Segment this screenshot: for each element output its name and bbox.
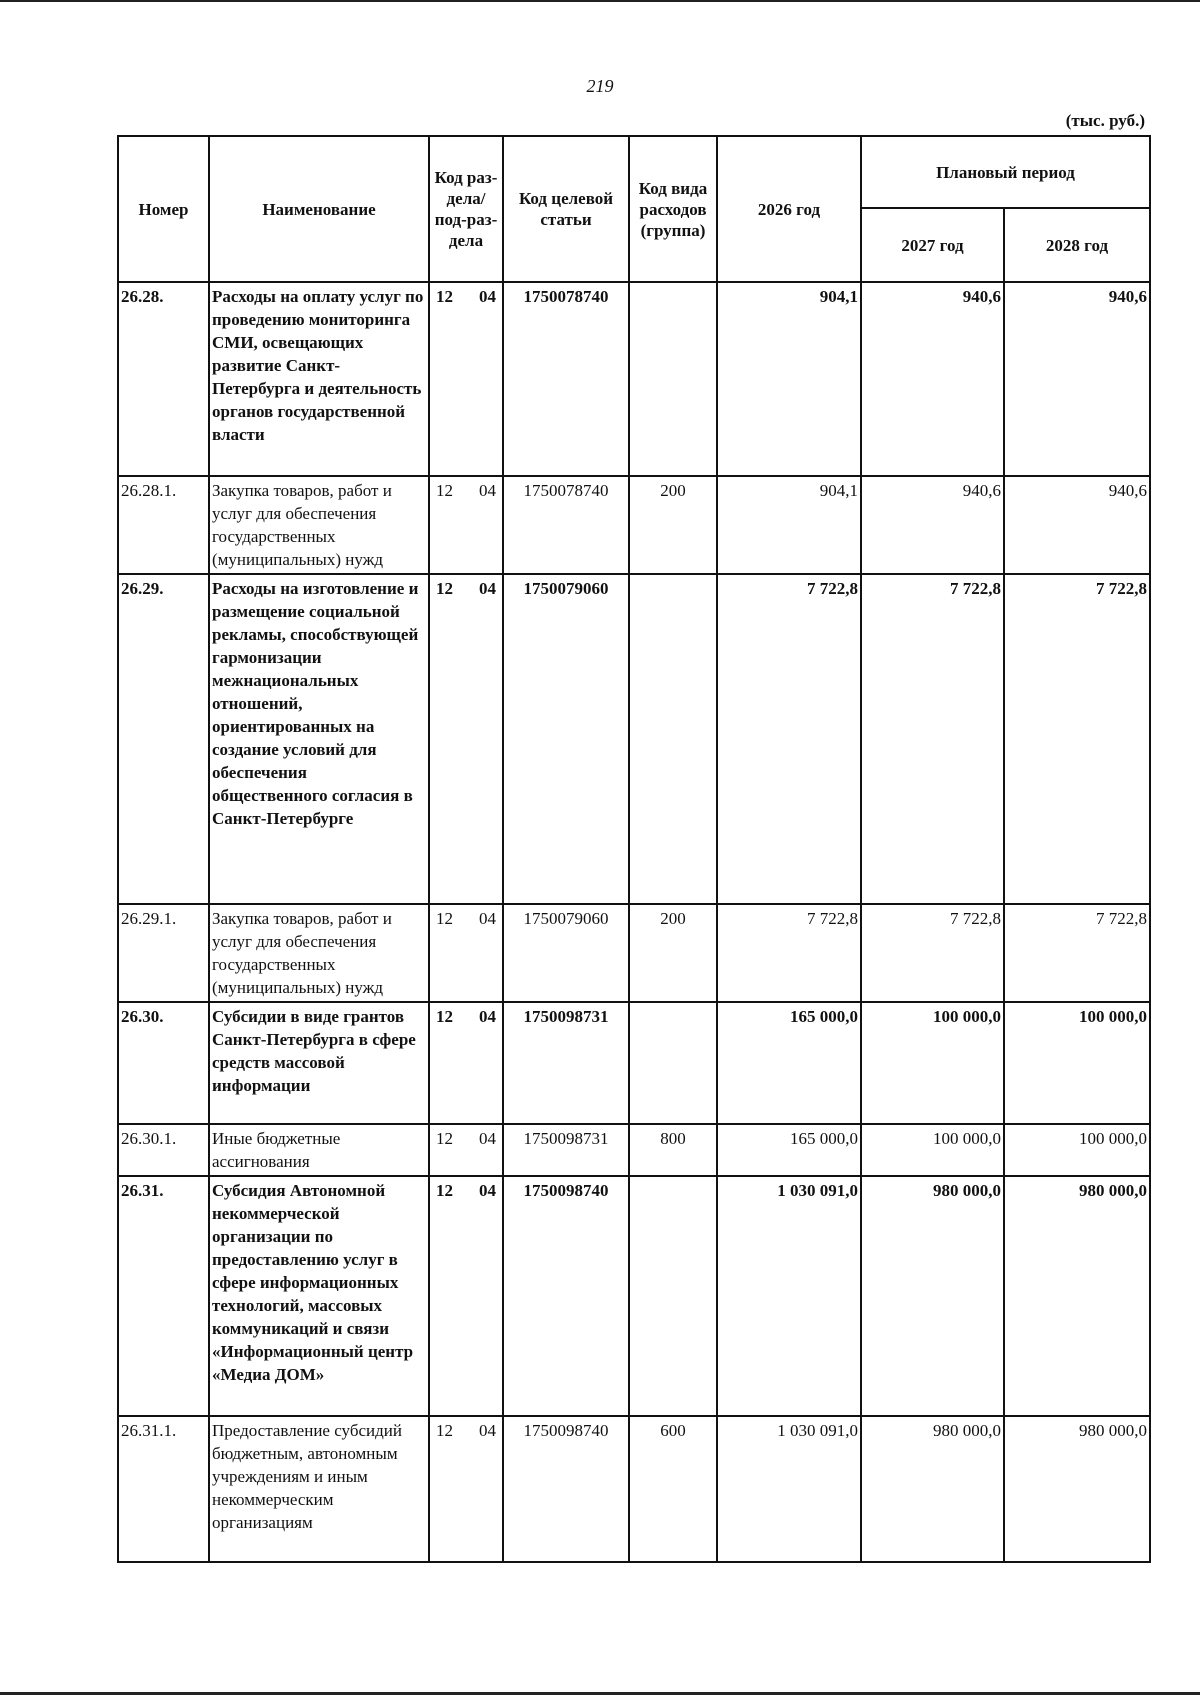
cell-target: 1750079060 [503,904,629,1002]
cell-2028: 7 722,8 [1004,904,1150,1002]
cell-number: 26.29. [118,574,209,904]
cell-2026: 904,1 [717,282,861,476]
cell-2027: 7 722,8 [861,574,1004,904]
cell-expense-type: 800 [629,1124,717,1176]
section-code [432,285,500,308]
cell-number: 26.28. [118,282,209,476]
table-header [118,136,1150,282]
cell-2026: 165 000,0 [717,1124,861,1176]
section-code-main: 12 [436,1181,453,1200]
cell-2027: 940,6 [861,282,1004,476]
cell-number: 26.31.1. [118,1416,209,1562]
cell-target: 1750098740 [503,1416,629,1562]
section-code-main: 12 [436,1129,453,1148]
section-code-main: 12 [436,481,453,500]
cell-expense-type: 200 [629,476,717,574]
cell-2028: 980 000,0 [1004,1416,1150,1562]
section-code-sub: 04 [479,1129,496,1148]
cell-2028: 100 000,0 [1004,1124,1150,1176]
table-row [118,476,1150,574]
cell-name: Закупка товаров, работ и услуг для обеспечения государственных (муниципальных) нужд [209,904,429,1002]
cell-section [429,1002,503,1124]
header-section: Код раз-дела/ под-раз-дела [429,136,503,282]
section-code-sub: 04 [479,1421,496,1440]
cell-2026: 1 030 091,0 [717,1416,861,1562]
section-code-sub: 04 [479,909,496,928]
section-code [432,1005,500,1028]
header-2028: 2028 год [1004,208,1150,282]
cell-section [429,1176,503,1416]
cell-number: 26.29.1. [118,904,209,1002]
cell-section [429,574,503,904]
cell-expense-type: 200 [629,904,717,1002]
table-row [118,1002,1150,1124]
cell-2028: 7 722,8 [1004,574,1150,904]
header-number: Номер [118,136,209,282]
cell-2027: 980 000,0 [861,1416,1004,1562]
cell-2026: 904,1 [717,476,861,574]
cell-section [429,904,503,1002]
cell-expense-type [629,1176,717,1416]
cell-target: 1750078740 [503,282,629,476]
cell-section [429,1124,503,1176]
cell-target: 1750079060 [503,574,629,904]
table-row [118,904,1150,1002]
cell-section [429,1416,503,1562]
cell-2026: 165 000,0 [717,1002,861,1124]
cell-number: 26.30.1. [118,1124,209,1176]
header-name: Наименование [209,136,429,282]
cell-name: Закупка товаров, работ и услуг для обеспечения государственных (муниципальных) нужд [209,476,429,574]
section-code-main: 12 [436,909,453,928]
cell-name: Расходы на изготовление и размещение социальной рекламы, способствующей гармонизации межнациональных отношений, ориентированных на создание условий для обеспечения общественного согласия в Санкт-Петербурге [209,574,429,904]
header-expense-type: Код вида расходов (группа) [629,136,717,282]
cell-2026: 1 030 091,0 [717,1176,861,1416]
section-code-main: 12 [436,1421,453,1440]
section-code [432,577,500,600]
header-2026: 2026 год [717,136,861,282]
cell-target: 1750078740 [503,476,629,574]
cell-target: 1750098740 [503,1176,629,1416]
table-row [118,574,1150,904]
cell-number: 26.30. [118,1002,209,1124]
units-label: (тыс. руб.) [1065,111,1145,130]
section-code-main: 12 [436,287,453,306]
cell-section [429,282,503,476]
table-row [118,1176,1150,1416]
section-code [432,1179,500,1202]
cell-number: 26.31. [118,1176,209,1416]
cell-2027: 980 000,0 [861,1176,1004,1416]
header-target: Код целевой статьи [503,136,629,282]
cell-2027: 100 000,0 [861,1002,1004,1124]
cell-section [429,476,503,574]
cell-expense-type [629,1002,717,1124]
cell-expense-type: 600 [629,1416,717,1562]
cell-2026: 7 722,8 [717,904,861,1002]
cell-name: Иные бюджетные ассигнования [209,1124,429,1176]
section-code-main: 12 [436,579,453,598]
cell-2027: 7 722,8 [861,904,1004,1002]
cell-2027: 100 000,0 [861,1124,1004,1176]
header-plan-period: Плановый период [861,136,1150,208]
table-row [118,1124,1150,1176]
cell-number: 26.28.1. [118,476,209,574]
cell-2028: 940,6 [1004,476,1150,574]
section-code-main: 12 [436,1007,453,1026]
cell-expense-type [629,282,717,476]
section-code [432,1127,500,1150]
section-code [432,479,500,502]
section-code-sub: 04 [479,579,496,598]
table-row [118,1416,1150,1562]
cell-2026: 7 722,8 [717,574,861,904]
cell-name: Субсидия Автономной некоммерческой организации по предоставлению услуг в сфере информационных технологий, массовых коммуникаций и связи «Информационный центр «Медиа ДОМ» [209,1176,429,1416]
cell-name: Субсидии в виде грантов Санкт-Петербурга в сфере средств массовой информации [209,1002,429,1124]
page-number: 219 [586,76,614,96]
table-body [118,282,1150,1562]
section-code-sub: 04 [479,481,496,500]
section-code [432,907,500,930]
budget-table [117,135,1151,1563]
section-code-sub: 04 [479,1181,496,1200]
section-code [432,1419,500,1442]
cell-2027: 940,6 [861,476,1004,574]
section-code-sub: 04 [479,1007,496,1026]
section-code-sub: 04 [479,287,496,306]
cell-name: Расходы на оплату услуг по проведению мониторинга СМИ, освещающих развитие Санкт-Петербурга и деятельность органов государственной власти [209,282,429,476]
table-row [118,282,1150,476]
scan-border-top [0,0,1200,2]
cell-expense-type [629,574,717,904]
cell-2028: 940,6 [1004,282,1150,476]
header-2027: 2027 год [861,208,1004,282]
cell-2028: 100 000,0 [1004,1002,1150,1124]
cell-target: 1750098731 [503,1002,629,1124]
cell-name: Предоставление субсидий бюджетным, автономным учреждениям и иным некоммерческим организациям [209,1416,429,1562]
cell-target: 1750098731 [503,1124,629,1176]
cell-2028: 980 000,0 [1004,1176,1150,1416]
